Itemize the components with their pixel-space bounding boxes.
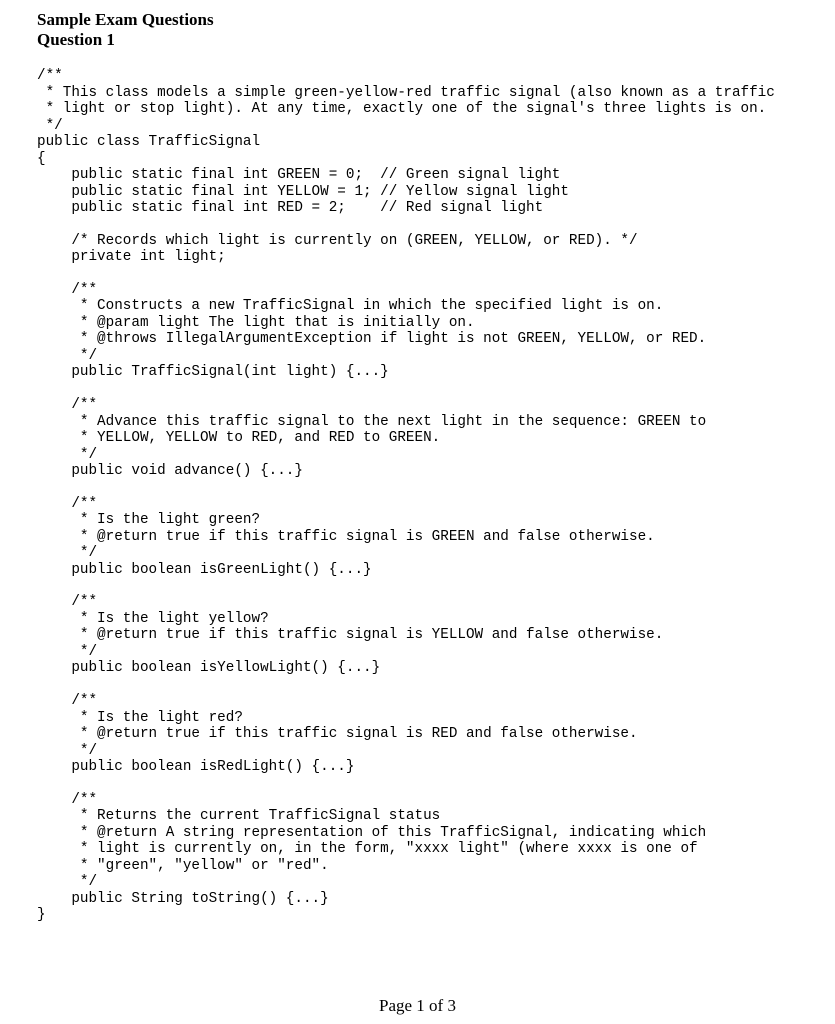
code-line: * Is the light red? [37, 709, 243, 726]
code-line: public static final int GREEN = 0; // Green signal light [37, 167, 561, 183]
code-line: { [37, 150, 46, 167]
code-line: * @return A string representation of this TrafficSignal, indicating which [37, 824, 707, 841]
code-line: * @return true if this traffic signal is GREEN and false otherwise. [37, 528, 655, 545]
code-line: * @param light The light that is initially on. [37, 314, 475, 331]
code-line: * Constructs a new TrafficSignal in which the specified light is on. [37, 298, 664, 315]
code-line: */ [37, 117, 63, 134]
code-line [37, 381, 775, 397]
code-line: */ [37, 874, 98, 891]
code-line: public boolean isRedLight() {...} [37, 759, 355, 776]
code-line [37, 776, 775, 792]
code-line: public static final int YELLOW = 1; // Yellow signal light [37, 183, 569, 200]
code-line [37, 266, 775, 282]
code-line [37, 217, 775, 233]
code-line: /** [37, 693, 98, 710]
code-line: /** [37, 397, 98, 414]
code-line: /** [37, 68, 63, 84]
code-line: */ [37, 446, 98, 463]
code-line: /** [37, 594, 98, 611]
code-line: * Is the light green? [37, 512, 261, 529]
code-line: } [37, 907, 46, 924]
code-line: */ [37, 643, 98, 660]
code-line [37, 480, 775, 496]
code-line: * "green", "yellow" or "red". [37, 857, 329, 874]
code-line: * @return true if this traffic signal is YELLOW and false otherwise. [37, 627, 664, 644]
code-line: public boolean isYellowLight() {...} [37, 660, 381, 677]
code-line: * light is currently on, in the form, "xxxx light" (where xxxx is one of [37, 841, 698, 858]
code-line: * light or stop light). At any time, exactly one of the signal's three lights is on. [37, 101, 767, 117]
code-line: /** [37, 281, 98, 298]
code-line: * Returns the current TrafficSignal status [37, 808, 441, 825]
code-line: * Advance this traffic signal to the next light in the sequence: GREEN to [37, 413, 707, 430]
code-line: public void advance() {...} [37, 463, 303, 480]
code-line: /* Records which light is currently on (GREEN, YELLOW, or RED). */ [37, 232, 638, 249]
code-line: * Is the light yellow? [37, 610, 269, 627]
code-line: * @return true if this traffic signal is RED and false otherwise. [37, 726, 638, 743]
code-line: */ [37, 545, 98, 562]
code-line: /** [37, 495, 98, 512]
code-line: public static final int RED = 2; // Red signal light [37, 200, 544, 216]
code-line: public TrafficSignal(int light) {...} [37, 364, 389, 381]
code-line: * This class models a simple green-yellow-red traffic signal (also known as a traffic [37, 84, 775, 101]
code-line: public boolean isGreenLight() {...} [37, 561, 372, 578]
code-line: public class TrafficSignal [37, 134, 261, 150]
code-line [37, 578, 775, 594]
code-line: /** [37, 791, 98, 808]
code-line: * YELLOW, YELLOW to RED, and RED to GREEN. [37, 430, 441, 447]
code-line: */ [37, 347, 98, 364]
code-line: */ [37, 742, 98, 759]
code-line [37, 677, 775, 693]
page-title: Sample Exam Questions [37, 10, 214, 29]
question-label: Question 1 [37, 30, 115, 49]
page-number: Page 1 of 3 [379, 996, 456, 1015]
code-line: private int light; [37, 249, 226, 266]
code-block [37, 68, 775, 924]
code-line: * @throws IllegalArgumentException if light is not GREEN, YELLOW, or RED. [37, 331, 707, 348]
code-line: public String toString() {...} [37, 890, 329, 907]
